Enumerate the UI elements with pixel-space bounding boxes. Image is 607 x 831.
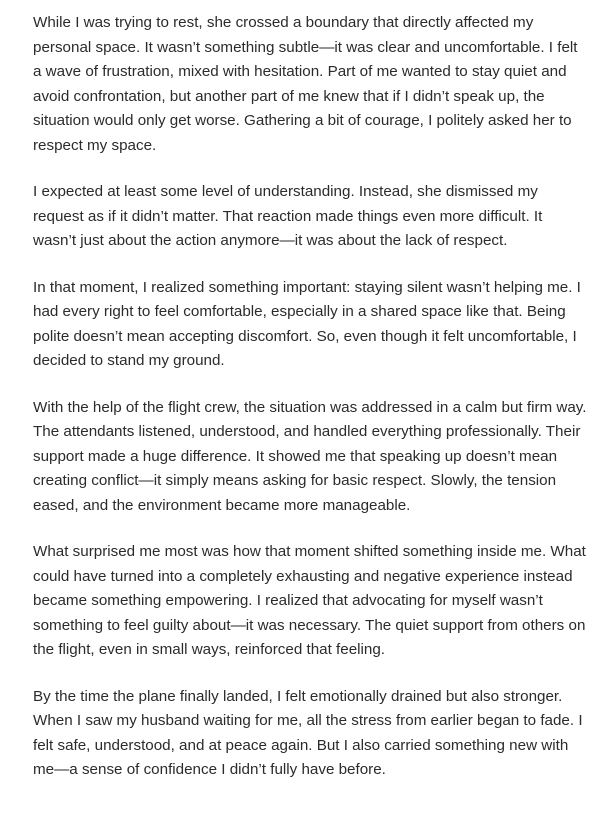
paragraph-3: In that moment, I realized something important: staying silent wasn’t helping me. I had every right to feel comfortable, especially in a shared space like that. Being polite doesn’t mean accepting discomfort. So, even though it felt uncomfortable, I decided to stand my ground. [33,278,581,369]
paragraph-4: With the help of the flight crew, the situation was addressed in a calm but firm way. The attendants listened, understood, and handled everything professionally. Their support made a huge difference. It showed me that speaking up doesn’t mean creating conflict—it simply means asking for basic respect. Slowly, the tension eased, and the environment became more manageable. [33,398,587,514]
paragraph-5: What surprised me most was how that moment shifted something inside me. What could have turned into a completely exhausting and negative experience instead became something empowering. I realized that advocating for myself wasn’t something to feel guilty about—it was necessary. The quiet support from others on the flight, even in small ways, reinforced that feeling. [33,543,586,658]
paragraph-1: While I was trying to rest, she crossed a boundary that directly affected my personal space. It wasn’t something subtle—it was clear and uncomfortable. I felt a wave of frustration, mixed with hesitation. Part of me wanted to stay quiet and avoid confrontation, but another part of me knew that if I didn’t speak up, the situation would only get worse. Gathering a bit of courage, I politely asked her to respect my space. [33,14,578,154]
paragraph-6: By the time the plane finally landed, I felt emotionally drained but also stronger. When I saw my husband waiting for me, all the stress from earlier began to fade. I felt safe, understood, and at peace again. But I also carried something new with me—a sense of confidence I didn’t fully have before. [33,687,583,778]
paragraph-2: I expected at least some level of understanding. Instead, she dismissed my request as if it didn’t matter. That reaction made things even more difficult. It wasn’t just about the action anymore—it was about the lack of respect. [33,183,543,249]
